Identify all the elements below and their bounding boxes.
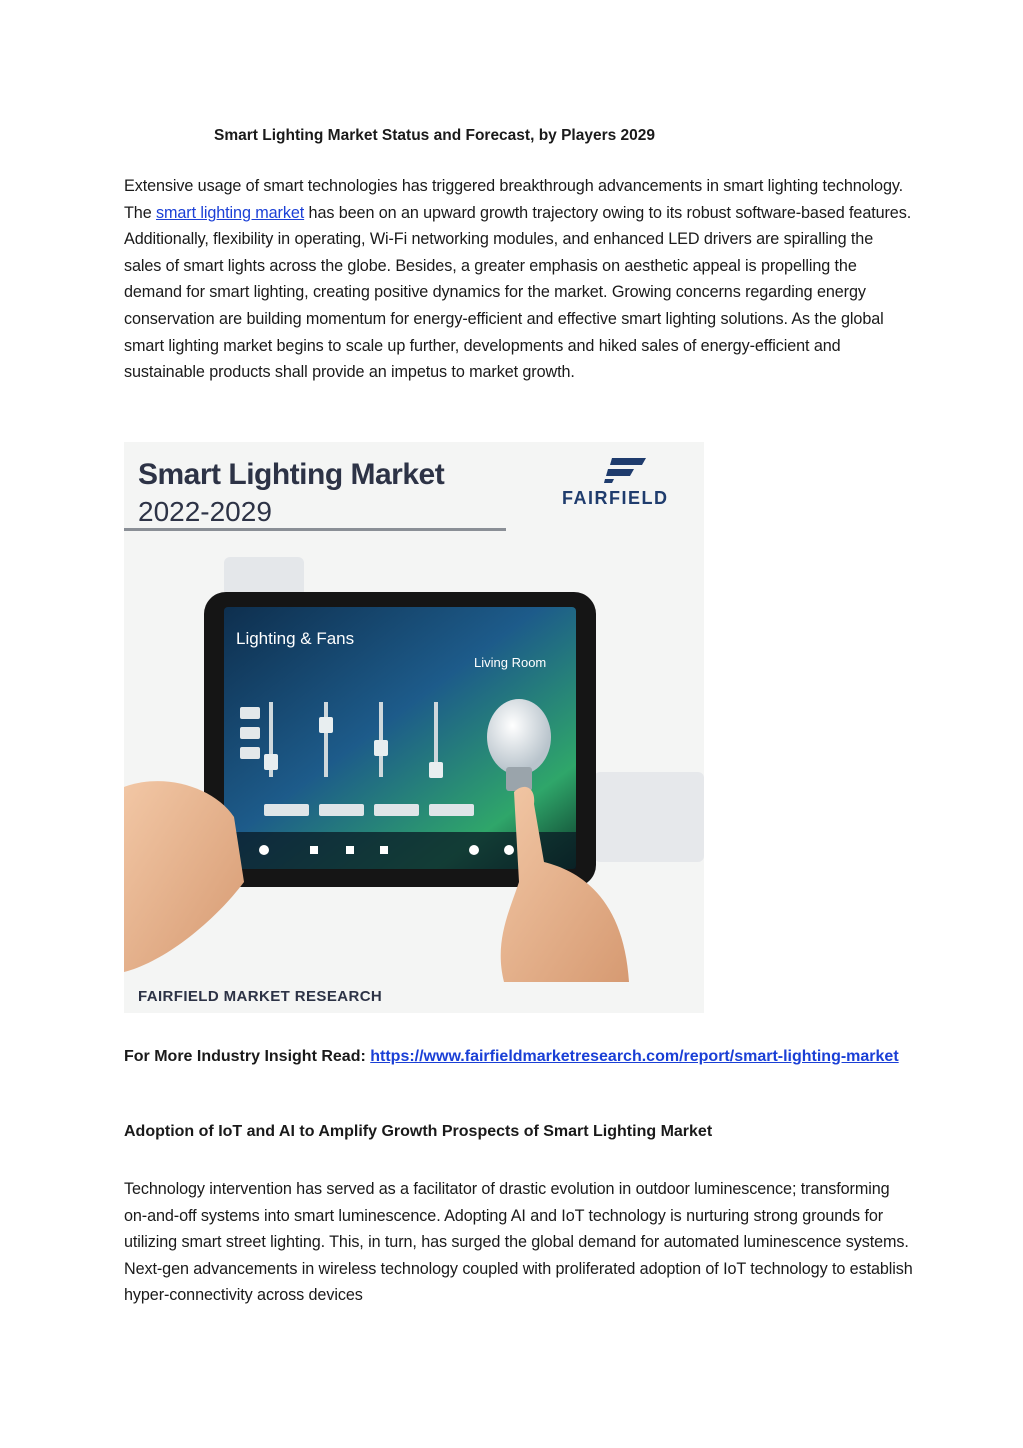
insight-label: For More Industry Insight Read: (124, 1048, 371, 1065)
section-heading: Adoption of IoT and AI to Amplify Growth Prospects of Smart Lighting Market (124, 1123, 713, 1140)
intro-text-before-link: Extensive usage of smart technologies has triggered breakthrough advancements in smart lighting technology. The (124, 177, 904, 222)
figure-footer-brand: FAIRFIELD MARKET RESEARCH (138, 988, 383, 1005)
intro-text-after-link: has been on an upward growth trajectory owing to its robust software-based features. Additionally, flexibility in operating, Wi-Fi networking modules, and enhanced LED drivers are spiralling the sales of smart lights across the globe. Besides, a greater emphasis on aesthetic appeal is propelling the demand for smart lighting, creating positive dynamics for the market. Growing concerns regarding energy conservation are building momentum for energy-efficient and effective smart lighting solutions. As the global smart lighting market begins to scale up further, developments and hiked sales of energy-efficient and sustainable products shall provide an impetus to market growth. (124, 203, 912, 382)
report-url-link[interactable]: https://www.fairfieldmarketresearch.com/report/smart-lighting-market (370, 1048, 899, 1065)
document-title: Smart Lighting Market Status and Forecast, by Players 2029 (214, 127, 656, 144)
intro-paragraph (124, 173, 914, 386)
bulb-base (506, 767, 532, 791)
light-bulb-icon (487, 699, 551, 775)
figure-title: Smart Lighting Market (138, 458, 445, 491)
fairfield-brand-name: FAIRFIELD (562, 488, 669, 508)
left-hand (124, 781, 244, 972)
figure-years: 2022-2029 (138, 496, 272, 527)
market-report-figure (124, 442, 704, 1013)
figure-divider (124, 528, 506, 531)
fairfield-logo-icon (604, 456, 648, 484)
industry-insight-line (124, 1043, 914, 1070)
background-device (594, 772, 704, 862)
screen-room-text: Living Room (474, 655, 547, 670)
smart-lighting-market-link[interactable]: smart lighting market (156, 203, 305, 222)
screen-title-text: Lighting & Fans (236, 629, 355, 648)
tablet-scene-illustration (124, 542, 704, 982)
section-paragraph: Technology intervention has served as a facilitator of drastic evolution in outdoor luminescence; transforming on-and-off systems into smart luminescence. Adopting AI and IoT technology is nurturing strong grounds for utilizing smart street lighting. This, in turn, has surged the global demand for automated luminescence systems. Next-gen advancements in wireless technology coupled with proliferated adoption of IoT technology to establish hyper-connectivity across devices (124, 1180, 913, 1305)
